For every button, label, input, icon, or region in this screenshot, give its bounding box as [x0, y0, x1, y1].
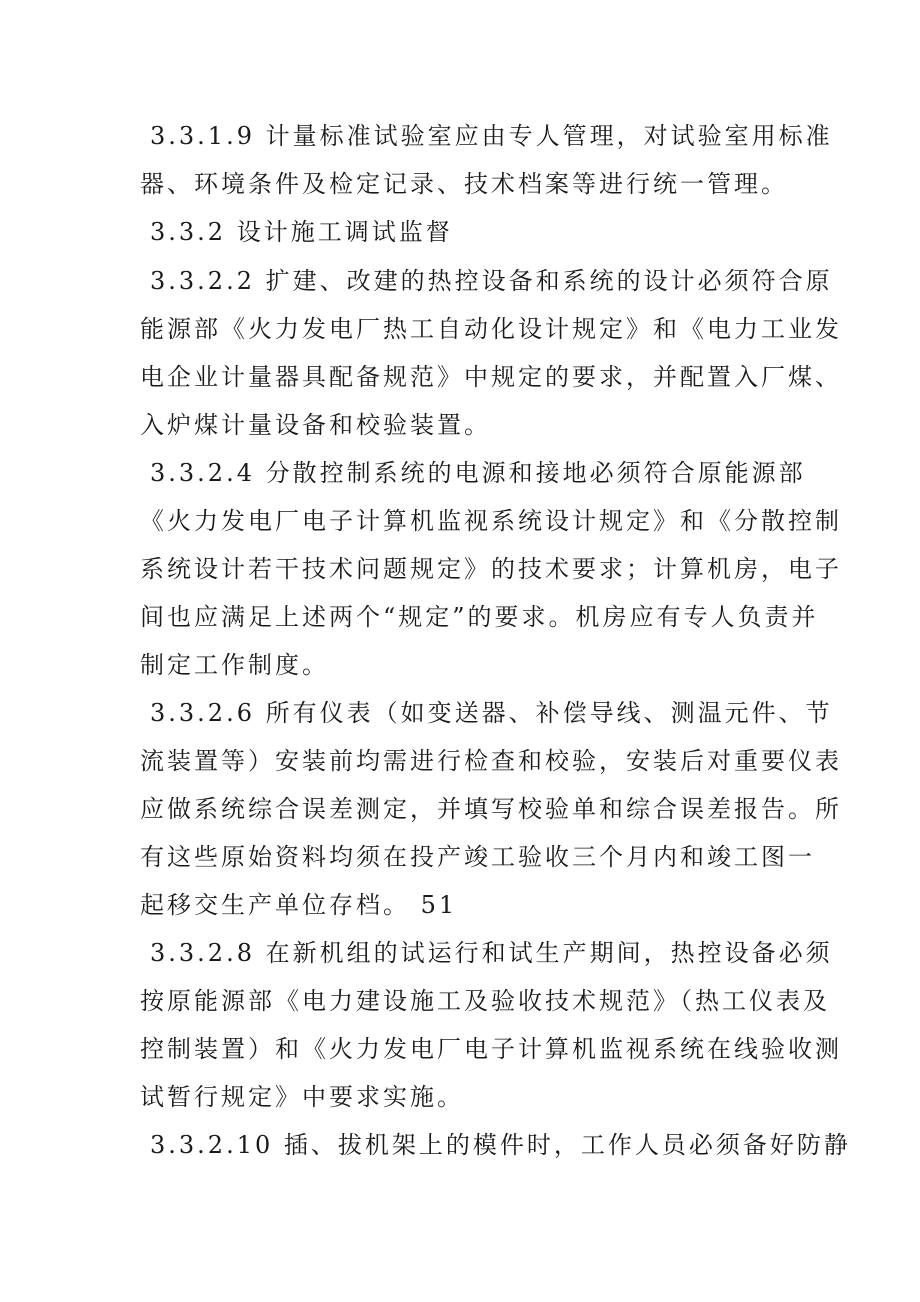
text-line: 流装置等）安装前均需进行检查和校验，安装后对重要仪表 [140, 747, 842, 775]
text-line: 间也应满足上述两个“规定”的要求。机房应有专人负责并 [140, 603, 819, 631]
text-line: 《火力发电厂电子计算机监视系统设计规定》和《分散控制 [140, 507, 842, 535]
text-line: 制定工作制度。 [140, 651, 329, 679]
text-line: 起移交生产单位存档。 51 [140, 891, 458, 919]
text-line: 器、环境条件及检定记录、技术档案等进行统一管理。 [140, 170, 788, 198]
text-line: 入炉煤计量设备和校验装置。 [140, 411, 491, 439]
section-heading: 3.3.2 设计施工调试监督 [150, 218, 453, 246]
text-line: 3.3.2.10 插、拔机架上的模件时，工作人员必须备好防静 [150, 1131, 851, 1159]
text-line: 3.3.2.4 分散控制系统的电源和接地必须符合原能源部 [150, 459, 806, 487]
text-line: 控制装置）和《火力发电厂电子计算机监视系统在线验收测 [140, 1035, 842, 1063]
text-line: 3.3.2.2 扩建、改建的热控设备和系统的设计必须符合原 [150, 267, 833, 295]
text-line: 能源部《火力发电厂热工自动化设计规定》和《电力工业发 [140, 315, 842, 343]
text-line: 有这些原始资料均须在投产竣工验收三个月内和竣工图一 [140, 843, 815, 871]
text-line: 试暂行规定》中要求实施。 [140, 1083, 464, 1111]
text-line: 系统设计若干技术问题规定》的技术要求；计算机房，电子 [140, 555, 842, 583]
text-line: 3.3.1.9 计量标准试验室应由专人管理，对试验室用标准 [150, 122, 833, 150]
text-line: 电企业计量器具配备规范》中规定的要求，并配置入厂煤、 [140, 363, 842, 391]
text-line: 3.3.2.8 在新机组的试运行和试生产期间，热控设备必须 [150, 939, 833, 967]
text-line: 应做系统综合误差测定，并填写校验单和综合误差报告。所 [140, 795, 842, 823]
text-line: 按原能源部《电力建设施工及验收技术规范》（热工仪表及 [140, 987, 830, 1015]
text-line: 3.3.2.6 所有仪表（如变送器、补偿导线、测温元件、节 [150, 699, 833, 727]
